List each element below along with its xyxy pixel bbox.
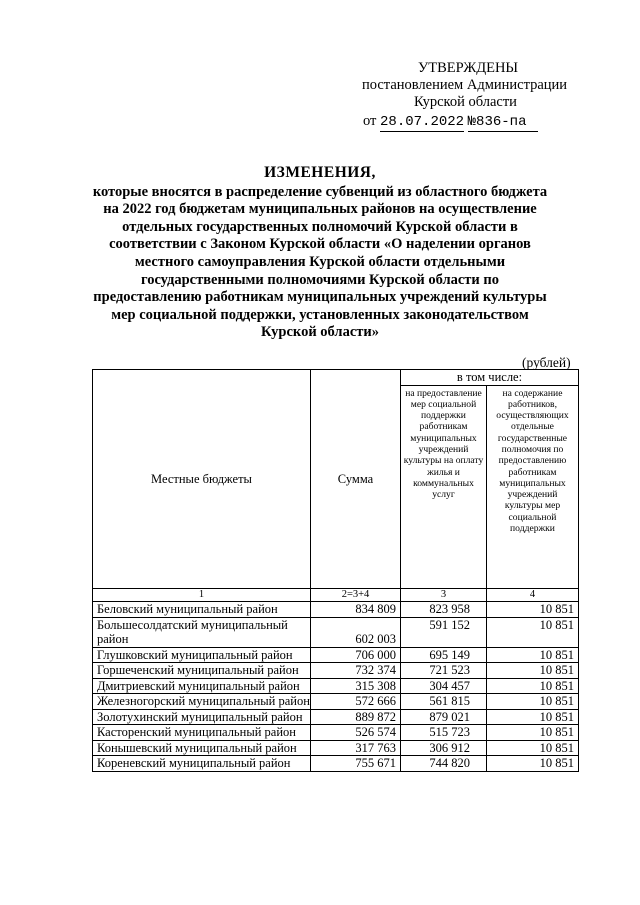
district-sum: 315 308 (311, 678, 401, 694)
col-number: 4 (487, 589, 579, 602)
title-line: местного самоуправления Курской области отдельными (134, 253, 506, 270)
approval-date-line (340, 113, 600, 132)
district-sum: 732 374 (311, 663, 401, 679)
district-staff-amount: 10 851 (487, 617, 579, 647)
table-row (93, 694, 579, 710)
district-name: Касторенский муниципальный район (93, 725, 311, 741)
district-staff-amount: 10 851 (487, 709, 579, 725)
district-housing-amount: 695 149 (401, 647, 487, 663)
approval-region: Курской области (414, 94, 517, 110)
table-row (93, 617, 579, 647)
col-number: 3 (401, 589, 487, 602)
title-line: Курской области» (261, 324, 379, 341)
col-number: 1 (93, 589, 311, 602)
col-header-staff-maintenance: на содержание работников, осуществляющих отдельные государственные полномочия по предоставлению работникам муниципальных учреждений культуры мер социальной поддержки (487, 385, 579, 589)
approval-heading: УТВЕРЖДЕНЫ (418, 60, 519, 76)
district-sum: 889 872 (311, 709, 401, 725)
title-line: отдельных государственных полномочий Курской области в (122, 218, 518, 235)
district-housing-amount: 879 021 (401, 709, 487, 725)
table-row (93, 678, 579, 694)
district-name: Большесолдатский муниципальный район (93, 617, 311, 647)
title-line: предоставлению работникам муниципальных учреждений культуры (93, 289, 547, 306)
title-line: на 2022 год бюджетам муниципальных районов на осуществление (103, 201, 537, 218)
district-housing-amount: 823 958 (401, 602, 487, 618)
title-heading: ИЗМЕНЕНИЯ, (264, 164, 376, 181)
table-row (93, 602, 579, 618)
district-sum: 834 809 (311, 602, 401, 618)
title-line: которые вносятся в распределение субвенций из областного бюджета (92, 183, 548, 200)
col-header-including: в том числе: (401, 370, 579, 386)
district-sum: 526 574 (311, 725, 401, 741)
district-name: Горшеченский муниципальный район (93, 663, 311, 679)
document-title (70, 164, 570, 342)
district-name: Золотухинский муниципальный район (93, 709, 311, 725)
district-housing-amount: 515 723 (401, 725, 487, 741)
district-housing-amount: 304 457 (401, 678, 487, 694)
district-sum: 572 666 (311, 694, 401, 710)
district-name: Конышевский муниципальный район (93, 740, 311, 756)
district-staff-amount: 10 851 (487, 694, 579, 710)
table-row (93, 647, 579, 663)
column-number-row (93, 589, 579, 602)
district-sum: 602 003 (311, 617, 401, 647)
district-housing-amount: 721 523 (401, 663, 487, 679)
currency-unit: (рублей) (522, 355, 571, 370)
table-row (93, 663, 579, 679)
table-header-row (93, 370, 579, 386)
title-line: государственными полномочиями Курской области по (140, 271, 500, 288)
district-housing-amount: 744 820 (401, 756, 487, 772)
district-staff-amount: 10 851 (487, 756, 579, 772)
col-header-housing-support: на предоставление мер социальной поддержки работникам муниципальных учреждений культуры на оплату жилья и коммунальных услуг (401, 385, 487, 589)
table-row (93, 740, 579, 756)
district-name: Кореневский муниципальный район (93, 756, 311, 772)
approval-date: 28.07.2022 (380, 114, 465, 130)
district-name: Беловский муниципальный район (93, 602, 311, 618)
col-number: 2=3+4 (311, 589, 401, 602)
district-staff-amount: 10 851 (487, 602, 579, 618)
district-staff-amount: 10 851 (487, 725, 579, 741)
district-name: Дмитриевский муниципальный район (93, 678, 311, 694)
approval-block (340, 60, 600, 132)
col-header-sum: Сумма (311, 370, 401, 589)
district-staff-amount: 10 851 (487, 678, 579, 694)
district-staff-amount: 10 851 (487, 663, 579, 679)
district-name: Железногорский муниципальный район (93, 694, 311, 710)
district-name: Глушковский муниципальный район (93, 647, 311, 663)
table-row (93, 725, 579, 741)
district-housing-amount: 561 815 (401, 694, 487, 710)
district-sum: 755 671 (311, 756, 401, 772)
district-staff-amount: 10 851 (487, 740, 579, 756)
approval-number: №836-па (468, 114, 538, 132)
district-sum: 706 000 (311, 647, 401, 663)
district-housing-amount: 591 152 (401, 617, 487, 647)
approval-issuer: постановлением Администрации (362, 77, 568, 93)
subvention-table (92, 369, 579, 772)
district-housing-amount: 306 912 (401, 740, 487, 756)
col-header-budgets: Местные бюджеты (93, 370, 311, 589)
title-line: мер социальной поддержки, установленных законодательством (111, 306, 529, 323)
approval-from-label: от (363, 113, 377, 129)
table-row (93, 709, 579, 725)
district-staff-amount: 10 851 (487, 647, 579, 663)
district-sum: 317 763 (311, 740, 401, 756)
table-row (93, 756, 579, 772)
title-line: соответствии с Законом Курской области «О наделении органов (109, 236, 531, 253)
